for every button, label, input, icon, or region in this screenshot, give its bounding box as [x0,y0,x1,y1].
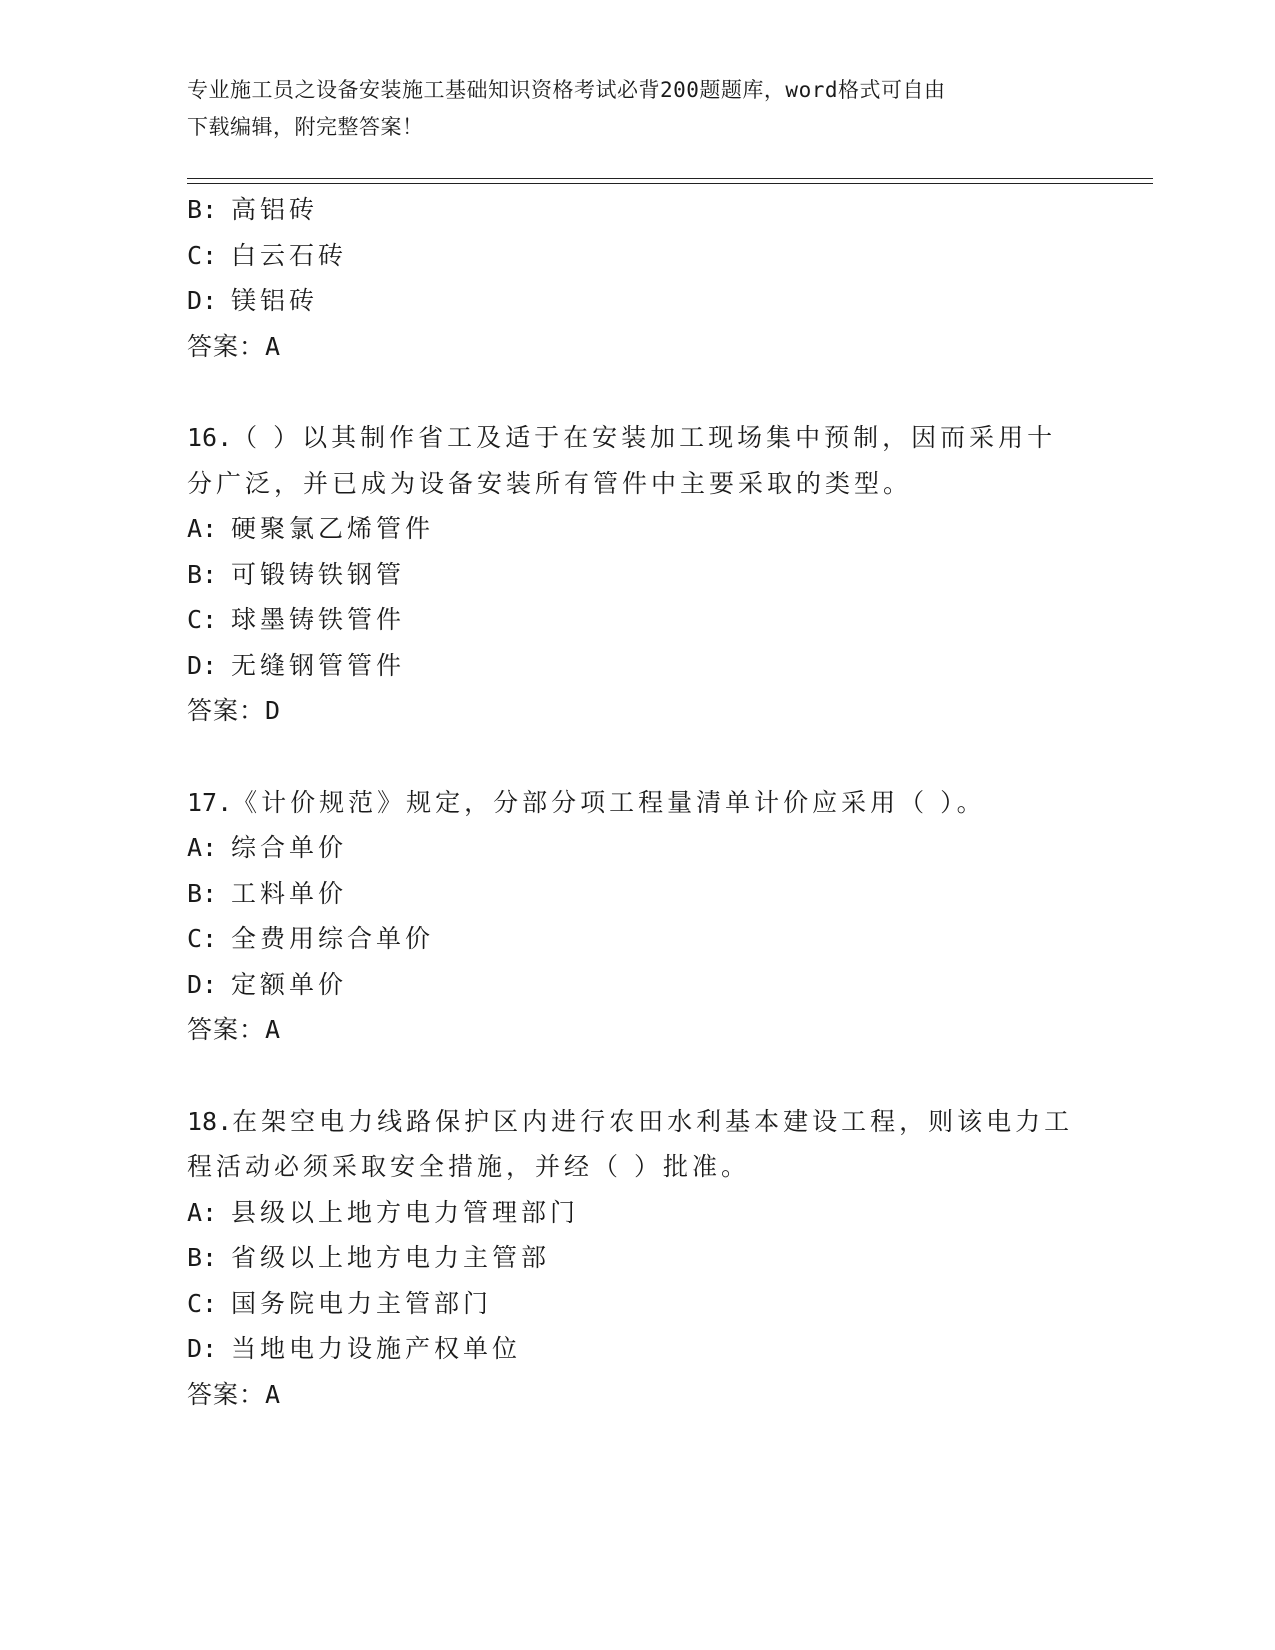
answer-line [187,1007,1087,1053]
question-stem-line [187,1099,1087,1145]
option-letter: C: [187,240,218,270]
header-title-line-1: 专业施工员之设备安装施工基础知识资格考试必背200题题库，word格式可自由 [187,78,946,102]
option-letter: A: [187,514,218,543]
option-b [187,1235,1087,1281]
option-letter: A: [187,833,218,862]
option-d [187,278,1087,324]
option-letter: B: [187,878,218,908]
option-text: 县级以上地方电力管理部门 [231,1197,580,1227]
question-18 [187,1099,1087,1418]
option-b [187,187,1087,233]
answer-label: 答案： [187,1379,266,1409]
answer-value: A [265,1015,282,1044]
question-text: 《计价规范》规定，分部分项工程量清单计价应采用（ ）。 [232,787,986,817]
option-c [187,233,1087,279]
question-text: （ ）以其制作省工及适于在安装加工现场集中预制，因而采用十 [232,423,1057,452]
answer-line [187,688,1087,734]
option-text: 无缝钢管管件 [231,650,406,680]
question-16 [187,415,1087,734]
option-d [187,962,1087,1008]
option-letter: D: [187,969,218,999]
option-b [187,871,1087,917]
option-letter: C: [187,1288,218,1318]
option-text: 可锻铸铁钢管 [231,559,406,589]
answer-label: 答案： [187,696,266,725]
option-letter: D: [187,286,218,315]
option-text: 高铝砖 [231,195,319,224]
option-text: 工料单价 [231,878,348,908]
option-text: 白云石砖 [231,240,348,270]
option-letter: B: [187,195,218,224]
option-c [187,1281,1087,1327]
question-text: 在架空电力线路保护区内进行农田水利基本建设工程，则该电力工 [232,1106,1074,1136]
option-a [187,825,1087,871]
option-text: 当地电力设施产权单位 [231,1334,522,1363]
question-list [187,187,1087,1417]
option-c [187,916,1087,962]
option-text: 定额单价 [231,969,348,999]
question-number: 16. [187,423,233,452]
answer-line [187,324,1087,370]
option-text: 省级以上地方电力主管部 [231,1243,551,1272]
prev-question-block [187,187,1087,369]
option-letter: A: [187,1197,218,1227]
option-letter: B: [187,559,218,589]
header-divider-bottom [187,183,1153,184]
question-stem-line [187,780,1087,826]
option-b [187,552,1087,598]
option-text: 镁铝砖 [231,286,319,315]
question-stem-line [187,415,1087,461]
document-header [187,72,1067,146]
answer-label: 答案： [187,331,266,361]
question-number: 17. [187,787,233,817]
option-a [187,506,1087,552]
option-text: 球墨铸铁管件 [231,605,406,634]
header-title-line-2: 下载编辑，附完整答案！ [187,115,424,139]
question-stem-line: 程活动必须采取安全措施，并经（ ）批准。 [187,1152,750,1181]
option-letter: D: [187,1334,218,1363]
answer-line [187,1372,1087,1418]
option-text: 综合单价 [231,833,348,862]
answer-value: A [265,1379,282,1409]
answer-label: 答案： [187,1015,266,1044]
question-stem-line: 分广泛，并已成为设备安装所有管件中主要采取的类型。 [187,468,913,498]
option-a [187,1190,1087,1236]
option-d [187,643,1087,689]
option-letter: D: [187,650,218,680]
option-text: 硬聚氯乙烯管件 [231,514,435,543]
option-letter: B: [187,1243,218,1272]
question-17 [187,780,1087,1053]
answer-value: D [265,696,282,725]
option-c [187,597,1087,643]
answer-value: A [265,331,282,361]
option-d [187,1326,1087,1372]
option-letter: C: [187,605,218,634]
option-letter: C: [187,924,218,953]
header-divider-top [187,178,1153,179]
question-number: 18. [187,1106,233,1136]
option-text: 国务院电力主管部门 [231,1288,493,1318]
option-text: 全费用综合单价 [231,924,435,953]
